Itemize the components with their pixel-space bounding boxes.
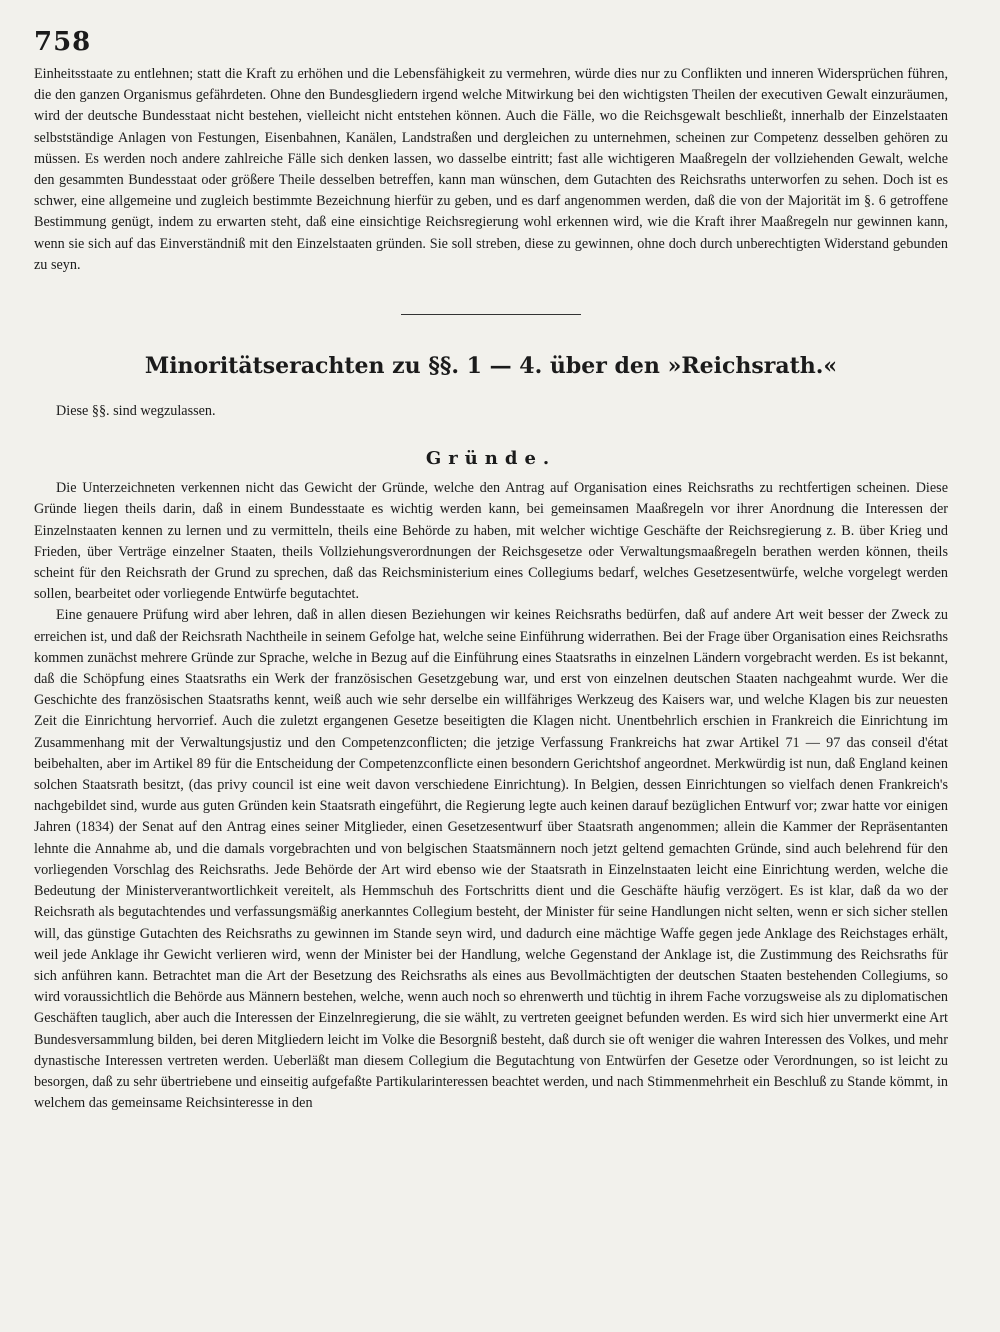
section-divider bbox=[401, 314, 581, 315]
section-instruction: Diese §§. sind wegzulassen. bbox=[56, 403, 216, 420]
section-heading: Minoritätserachten zu §§. 1 — 4. über den »Reichsrath.« bbox=[144, 353, 838, 380]
page-number: 758 bbox=[34, 27, 92, 57]
document-page bbox=[34, 26, 948, 1114]
reasons-paragraph-1: Die Unterzeichneten verkennen nicht das Gewicht der Gründe, welche den Antrag auf Organisation eines Reichsraths zu rechtfertigen scheinen. Diese Gründe liegen theils darin, daß in einem Bundesstaate es wichtig werden kann, bei gemeinsamen Maaßregeln vor ihrer Anordnung die Interessen der Einzelnstaaten kennen zu lernen und zu vermitteln, theils eine Behörde zu haben, mit welcher wichtige Geschäfte der Reichsregierung z. B. über Krieg und Frieden, über Verträge einzelner Staaten, theils Vollziehungsverordnungen der Reichsgesetze oder Verwaltungsmaaßregeln berathen werden können, theils scheint für den Reichsrath der Grund zu sprechen, daß das Reichsministerium eines Collegiums bedarf, welches Gesetzesentwürfe, welche vorgelegt werden sollen, bearbeitet oder vorliegende Entwürfe begutachtet. bbox=[34, 480, 948, 603]
continuation-paragraph: Einheitsstaate zu entlehnen; statt die Kraft zu erhöhen und die Lebensfähigkeit zu vermehren, würde dies nur zu Conflikten und inneren Widersprüchen führen, die den ganzen Organismus gefährdeten. Ohne den Bundesgliedern irgend welche Mitwirkung bei den wichtigsten Theilen der executiven Gewalt einzuräumen, wird der deutsche Bundesstaat nicht bestehen, vielleicht nicht entstehen können. Auch die Fälle, wo die Reichsgewalt beschließt, innerhalb der Einzelstaaten selbstständige Anlagen von Festungen, Eisenbahnen, Kanälen, Landstraßen und dergleichen zu unternehmen, scheinen zur Competenz desselben gehören zu müssen. Es werden noch andere zahlreiche Fälle sich denken lassen, wo dasselbe eintritt; fast alle wichtigeren Maaßregeln der vollziehenden Gewalt, welche den gesammten Bundesstaat oder größere Theile desselben betreffen, kann man wünschen, dem Gutachten des Reichsraths unterworfen zu sehen. Doch ist es schwer, eine allgemeine und zugleich bestimmte Bezeichnung hierfür zu geben, und es darf angenommen werden, daß die von der Majorität im §. 6 getroffene Bestimmung genügt, indem zu erwarten steht, daß eine einsichtige Reichsregierung wohl erkennen wird, wie die Kraft ihrer Maaßregeln nur gewinnen kann, wenn sie sich auf das Einverständniß mit den Einzelstaaten gründen. Sie soll streben, diese zu gewinnen, ohne doch durch unberechtigten Widerstand gebunden zu seyn. bbox=[34, 66, 948, 273]
reasons-heading: Gründe. bbox=[425, 448, 557, 470]
reasons-paragraph-2: Eine genauere Prüfung wird aber lehren, daß in allen diesen Beziehungen wir keines Reichsraths bedürfen, daß auf andere Art weit besser der Zweck zu erreichen ist, und daß der Reichsrath Nachtheile in seinem Gefolge hat, welche seine Einführung widerrathen. Bei der Frage über Organisation eines Reichsraths kommen zunächst mehrere Gründe zur Sprache, welche in Bezug auf die Einführung eines Staatsraths in einzelnen Ländern vorgebracht werden. Es ist bekannt, daß die Schöpfung eines Staatsraths ein Werk der französischen Gesetzgebung war, und erst von einzelnen deutschen Staaten nachgeahmt wurde. Wer die Geschichte des französischen Staatsraths kennt, weiß auch wie sehr derselbe ein willfähriges Werkzeug des Kaisers war, und welche Klagen bis zur neuesten Zeit die Einrichtung hervorrief. Auch die zuletzt ergangenen Gesetze beseitigten die Klagen nicht. Unentbehrlich erschien in Frankreich die Einrichtung im Zusammenhang mit der Verwaltungsjustiz und den Competenzconflicten; die jetzige Verfassung Frankreichs hat zwar Artikel 71 — 97 das conseil d'état beibehalten, aber im Artikel 89 für die Entscheidung der Competenzconflicte einen besondern Gerichtshof angeordnet. Merkwürdig ist nun, daß England keinen solchen Staatsrath besitzt, (das privy council ist eine weit davon verschiedene Einrichtung). In Belgien, dessen Einrichtungen so vielfach denen Frankreich's nachgebildet sind, wurde aus guten Gründen kein Staatsrath eingeführt, die Regierung legte auch keinen darauf bezüglichen Entwurf vor; zwar hatte vor einigen Jahren (1834) der Senat auf den Antrag eines seiner Mitglieder, einen Gesetzesentwurf über Staatsrath angenommen; allein die Kammer der Repräsentanten lehnte die Annahme ab, und die damals vorgebrachten und von belgischen Staatsmännern noch jetzt geltend gemachten Gründe, sind auch belehrend für den vorliegenden Vorschlag des Reichsraths. Jede Behörde der Art wird ebenso wie der Staatsrath in Einzelnstaaten leicht eine Einrichtung werden, welche die Bedeutung der Ministerverantwortlichkeit vereitelt, als Hemmschuh des Fortschritts dient und die Geschäfte häufig verzögert. Es ist klar, daß da wo der Reichsrath als begutachtendes und verfassungsmäßig anerkanntes Collegium besteht, der Minister für seine Handlungen nicht selten, wenn er sich sicher stellen will, das günstige Gutachten des Reichsraths zu gewinnen im Stande seyn wird, und dadurch eine mächtige Waffe gegen jede Anklage des Reichstages erhält, weil jede Anklage ihr Gewicht verlieren wird, wenn der Minister bei der Handlung, welche Gegenstand der Anklage ist, die Zustimmung des Reichsraths für sich anführen kann. Betrachtet man die Art der Besetzung des Reichsraths als eines aus Bevollmächtigten der deutschen Staaten bestehenden Collegiums, so wird voraussichtlich die Behörde aus Männern bestehen, welche, wenn auch noch so ehrenwerth und tüchtig in ihrem Fache vorzugsweise als zu diplomatischen Geschäften tauglich, aber auch die Interessen der Einzelnregierung, die sie wählt, zu vertreten geeignet befunden werden. Es wird sich hier unvermerkt eine Art Bundesversammlung bilden, bei deren Mitgliedern leicht im Volke die Besorgniß besteht, daß durch sie oft weniger die wahren Interessen des Volkes, und mehr dynastische Interessen vertreten werden. Ueberläßt man diesem Collegium die Begutachtung von Entwürfen der Gesetze oder Verordnungen, so ist leicht zu besorgen, daß zu sehr übertriebene und einseitig aufgefaßte Partikularinteressen beachtet werden, und nach Stimmenmehrheit ein Beschluß zu Stande kömmt, in welchem das gemeinsame Reichsinteresse in den bbox=[34, 607, 948, 1112]
